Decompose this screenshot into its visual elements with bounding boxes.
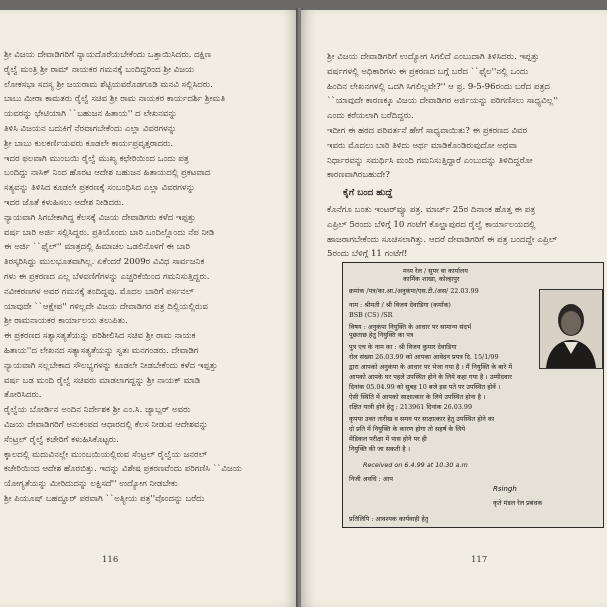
text-line: ಇವರು ಮೊದಲು ಬಾರಿ ತಿಳಿದು ಅರ್ಥ ಮಾಡಿಕೊಂಡಿರುವುದೋ ಅಥವಾ — [327, 140, 518, 151]
memo-line: रोल संख्या 26.03.99 को आपका आवेदन प्रपत्र दि. 15/1/99 — [349, 353, 499, 361]
text-line: ಇದರ ಜೊತೆ ಕಳುಹಿಸಲು ಆದೇಶ ನೀಡಿದರು. — [4, 197, 125, 208]
right-page-number: 117 — [471, 555, 488, 565]
memo-line: नियुक्ति की जा सकती है । — [349, 445, 411, 453]
portrait-photo-icon — [540, 290, 602, 368]
text-line: ಈ ಅರ್ಜಿ ``ಫೈಲ್'' ಮಾತ್ರದಲ್ಲಿ ಹಿಮಾಚಲ ಒಡಲಿನೊಳಗೆ ಈ ಬಾರಿ — [4, 242, 191, 253]
memo-line: दो प्रति में नियुक्ति के कारण होगा तो सहर्ष के लिये — [349, 425, 466, 433]
memo-line: पूछताछ हेतु नियुक्ति का पत्र — [349, 331, 414, 339]
memo-line: आपको आपके घर पहले उपस्थित होने के लिये कहा गया है । उम्मीदवार — [349, 373, 512, 381]
memo-line: विषय : अनुकंपा नियुक्ति के आधार पर सामान्य संदर्भ — [349, 323, 472, 331]
text-line: ರೈಲ್ವೆಯ ಬೋರ್ಡಿನ ಅಂದಿನ ನಿರ್ದೇಶಕ ಶ್ರೀ ಎಂ.ಸಿ. ಜ್ಯಾಬ್ಲರ್ ಅವರು — [4, 405, 191, 416]
scan-top-edge — [0, 0, 607, 10]
text-line: ಯವರನ್ನು ಭೇಟಿಯಾಗಿ ``ಬಹುಜನ ಹಿತಾಯ'' ದ ಲೇಖನವನ್ನು — [4, 109, 178, 120]
text-line: ಹಾಜರಾಗಬೇಕೆಂದು ಸೂಚಿಸಲಾಗಿತ್ತು. ಆದರೆ ದೇವಾಡಿಗರಿಗೆ ಈ ಪತ್ರ ಬಂದದ್ದೇ ಎಪ್ರಿಲ್ — [327, 234, 558, 245]
text-line: ಬಂದಿದ್ದು ನಾಸಿಕ್ ನಿಂದ ಹೊರಟ ಆದೇಶ ಬಹುಜನ ಹಿತಾಯದಲ್ಲಿ ಪ್ರಕಟವಾದ — [4, 168, 211, 179]
text-line: ತಿರಸ್ಕರಿಸಿದ್ದು ಮುಲಭೂತವಾಗಿಲ್ಲ. ಏಕೆಂದರೆ 2009ರ ವಿವಿಧ ಸಾರ್ವಜನಿಕ — [4, 257, 205, 268]
text-line: ಬಾಬು ಮೀರಾ ಕಾಮತರು ರೈಲ್ವೆ ಸಚಿವ ಶ್ರೀ ರಾಮ ನಾಯಕರ ಕಾರ್ಯದರ್ಶಿ ಶ್ರೀಮತಿ — [4, 94, 226, 105]
text-line: ಕಚೇರಿಯಿಂದ ಆದೇಶ ಹೊರಬಿತ್ತು. ಇದನ್ನು ವಿಶೇಷ ಪ್ರಕರಣವೆಂದು ಪರಿಗಣಿಸಿ ``ವಿಜಯ — [4, 464, 242, 475]
portrait-photo — [539, 289, 603, 369]
text-line: ಯಾವುದೇ ``ಆಕ್ಷೇಪ'' ಗಳಿಲ್ಲದೇ ವಿಜಯ ದೇವಾಡಿಗರ ಪತ್ರ ದಿಲ್ಲಿಯಲ್ಲಿರುವ — [4, 301, 208, 312]
text-line: ಈ ಪ್ರಕರಣದ ಸತ್ಯಾಸತ್ಯತೆಯನ್ನು ಪರಿಶೀಲಿಸಿದ ಸಚಿವ ಶ್ರೀ ರಾಮ ನಾಯಕ — [4, 331, 196, 342]
text-line: ವರ್ಷ ಬಡ ಮಂದಿ ರೈಲ್ವೆ ಸಚಿವರು ಮಾಡಲಾಗದ್ದನ್ನು ಶ್ರೀ ನಾಯಕ್ ಮಾಡಿ — [4, 375, 201, 386]
memo-line: क्रमांक /पत्र/का.आ./अनुकंपा/एस.टी./अस/ 22.03.99 — [349, 287, 479, 295]
memo-line: BSB (CS) /SR — [349, 311, 393, 319]
memo-line: द्वारा आपको अनुकंपा के आधार पर भेजा गया है । मैं नियुक्ति के बारे में — [349, 363, 513, 371]
memo-line: मेडिकल परीक्षा में पास होने पर ही — [349, 435, 427, 443]
text-line: ಶ್ರೀ ವಿಜಯ ದೇವಾಡಿಗರಿಗೆ ಉದ್ಯೋಗ ಸಿಗಲಿದೆ ಎಂಬುದಾಗಿ ತಿಳಿಸಿದರು. ಇಪ್ಪತ್ತು — [327, 52, 540, 62]
text-line: ಎಂದು ಕರೆಯಲಾಗಿ ಬರೆದಿದ್ದರು. — [327, 111, 414, 122]
text-line: ಲೋಕಸಭಾ ಸದಸ್ಯ ಶ್ರೀ ಜಯರಾಮ ಶೆಟ್ಟಿಯವರೊಡಗೂಡಿ ಮನವಿ ಸಲ್ಲಿಸಿದರು. — [4, 79, 213, 90]
left-page-number: 116 — [102, 555, 119, 565]
text-line: ಕ್ಕಾಲದಲ್ಲಿ ಮದುವಿನಲ್ಲೇ ಮುಂಬಯಿಯಲ್ಲಿರುವ ಸೆಂಟ್ರಲ್ ರೈಲ್ವೆಯ ಜನರಲ್ — [4, 449, 207, 460]
left-page — [0, 10, 298, 607]
left-page-text — [0, 48, 298, 507]
text-line: ರೈಲ್ವೆ ಮಂತ್ರಿ ಶ್ರೀ ರಾಮ್ ನಾಯಕರ ಗಮನಕ್ಕೆ ಬಂದಿದ್ದರಿಂದ ಶ್ರೀ ವಿಜಯ — [4, 64, 195, 75]
text-line: ಹಿತಾಯ''ದ ಲೇಖನದ ಸತ್ಯಾಸತ್ಯತೆಯನ್ನು ಸ್ವತಃ ಮನಗಂಡರು. ದೇವಾಡಿಗ — [4, 345, 199, 356]
text-line: ಕೊನೆಗೂ ಬಂತು ಇಂಟರ್‌ವ್ಯೂ ಪತ್ರ. ಮಾರ್ಚ್ 25ರ ದಿನಾಂಕ ಹೊತ್ತ ಈ ಪತ್ರ — [327, 204, 536, 215]
text-line: ಹಿಂದಿನ ಲೇಖನಗಳಲ್ಲಿ ಒದಗಿ ಸಿಗಲಿಲ್ಲವೇ?'' ಆ ಪ್ರ. 9-5-96ರಂದು ಬರೆದ ಪತ್ರದ — [327, 81, 550, 92]
text-line: ``ಯಾವುದೇ ಕಾರಣಕ್ಕೂ ವಿಜಯ ದೇವಾಡಿಗರ ಅರ್ಜಿಯನ್ನು ಪರಿಗಣಿಸಲು ಸಾಧ್ಯವಿಲ್ಲ'' — [327, 96, 558, 107]
text-line: ವರ್ಷ ಬಾರಿ ಅರ್ಜಿ ಸಲ್ಲಿಸಿದ್ದರು. ಪ್ರತಿಯೊಂದು ಬಾರಿ ಒಂದಿಲ್ಲೊಂದು ನೆಪ ನೀಡಿ — [4, 227, 215, 238]
text-line: ವರ್ಷಗಳಲ್ಲಿ ಅಧಿಕಾರಿಗಳು ಈ ಪ್ರಕರಣದ ಬಗ್ಗೆ ಬರೆದ ``ಫೈಲ''ನಲ್ಲಿ ಒಂದು — [327, 66, 529, 77]
text-line: ಇದೀಗ ಈ ಹಠದ ಪರಿವರ್ತನೆ ಹೇಗೆ ಸಾಧ್ಯವಾಯಿತು? ಈ ಪ್ರಕರಣದ ವಿವರ — [327, 125, 528, 136]
memo-line: नाम : श्रीमती / श्री विजय देवाडिगा (कमाँक) — [349, 301, 451, 309]
received-note: Received on 6.4.99 at 10.30 a.m — [363, 461, 468, 469]
text-line: ಇದರ ಫಲವಾಗಿ ಮುಂಬಯಿ ರೈಲ್ವೆ ಮುಖ್ಯ ಕಛೇರಿಯಿಂದ ಒಂದು ಪತ್ರ — [4, 153, 189, 164]
memo-line: कार्मिक शाखा, कोल्हापुर — [403, 275, 460, 283]
memo-line: ऐसी स्थिति में आपको साक्षात्कार के लिये उपस्थित होना है । — [349, 393, 486, 401]
text-line: ಶ್ರೀ ವಿಜಯ ದೇವಾಡಿಗರಿಗೆ ನ್ಯಾಯದೊರೆಯಬೇಕೆಂದು ಒತ್ತಾಯಿಸಿದರು. ದಕ್ಷಿಣ — [4, 50, 212, 60]
text-line: ನವೀಕರಣಗಳ ಅವರ ಗಮನಕ್ಕೆ ತಂದಿದ್ದವು. ಮೊದಲ ಬಾರಿಗೆ ಪರ್ಸನಲ್ — [4, 286, 194, 297]
right-page-text — [301, 50, 607, 262]
text-line: ಶ್ರೀ ರಾಮನಾಯಕರ ಕಾರ್ಯಾಲಯ ತಲುಪಿತು. — [4, 316, 128, 327]
memo-line: प्रतिलिपि : आवश्यक कार्यवाही हेतु — [349, 515, 429, 523]
memo-line: पुत्र एच के नाम का : श्री विजय कुमार देवाडिगा — [349, 343, 457, 351]
section-heading: ಕೈಗೆ ಬಂದ ಹುದ್ದೆ — [343, 188, 393, 199]
memo-line: दिनांक 05.04.99 को सुबह 10 बजे इस पते पर उपस्थित होवें । — [349, 383, 501, 391]
text-line: ನಿರ್ಧಾರವನ್ನು ಸಮರ್ಥಿಸಿ ಮಂದಿ ಗಮನಿಸುತ್ತಿದ್ದಾರೆ ಎಂಬುದನ್ನು ತಿಳಿದಿದ್ದರೋ — [327, 155, 533, 166]
interview-letter-scan — [342, 262, 604, 528]
signature: Rsingh — [493, 485, 517, 493]
text-line: ವಿಜಯ ದೇವಾಡಿಗರಿಗೆ ಅನುಕಂಪದ ಆಧಾರದಲ್ಲಿ ಕೆಲಸ ನೀಡುವ ಆದೇಶವನ್ನು — [4, 419, 209, 430]
text-line: ತಿಳಿಸಿ ವಿಜಯನ ಬದುಕಿಗೆ ನೆರವಾಗಬೇಕೆಂದು ಎಲ್ಲಾ ವಿವರಗಳನ್ನು — [4, 123, 177, 134]
text-line: ನ್ಯಾಯವಾಗಿ ಸಲ್ಲಬೇಕಾದ ಸೌಲಭ್ಯಗಳನ್ನು ಕೂಡಲೇ ನೀಡಬೇಕೆಂದು ಕಳೆದ ಇಪ್ಪತ್ತು — [4, 360, 218, 371]
memo-line: रक्षित यात्री होने हेतु : 213961 दिनांक 26.03.99 — [349, 403, 473, 411]
memo-line: निजी अवधि : आप — [349, 475, 394, 483]
memo-line: मध्य रेल / सुपर वा कार्यालय — [403, 267, 468, 275]
text-line: ಶ್ರೀ ಬಾಬು ಕುಲಕರ್ಣಿಯವರು ಕೂಡಲೇ ಕಾರ್ಯಪ್ರವೃತ್ತರಾದರು. — [4, 138, 174, 149]
text-line: ನ್ಯಾಯವಾಗಿ ಸಿಗಬೇಕಾಗಿದ್ದ ಕೆಲಸಕ್ಕೆ ವಿಜಯ ದೇವಾಡಿಗರು ಕಳೆದ ಇಪ್ಪತ್ತು — [4, 212, 196, 223]
text-line: ಯೋಗ್ಯತೆಯನ್ನು ಮೀರಿದುದನ್ನು ಲಕ್ಷಿಸದೆ'' ಉದ್ಯೋಗ ನೀಡಬೇಕು — [4, 479, 178, 490]
officer-title: कृते मंडल रेल प्रबंधक — [493, 499, 543, 507]
memo-line: कृपया उक्त तारीख व समय पर साक्षात्कार हेतु उपस्थित होने का — [349, 415, 495, 423]
text-line: ಕಾರಣವಾಗಿರಬಹುದೇ? — [327, 170, 390, 181]
text-line: ಸೆಂಟ್ರಲ್ ರೈಲ್ವೆ ಕಚೇರಿಗೆ ಕಳುಹಿಸಿಕೊಟ್ಟರು. — [4, 434, 119, 445]
text-line: ಸತ್ಯವನ್ನು ತಿಳಿಸಿದ ಕೂಡಲೇ ಪ್ರಕರಣಕ್ಕೆ ಸಂಬಂಧಿಸಿದ ಎಲ್ಲಾ ವಿವರಗಳನ್ನು — [4, 183, 196, 194]
text-line: ಗಳು ಈ ಪ್ರಕರಣದ ಎಲ್ಲ ಬೆಳವಣಿಗೆಗಳನ್ನು ಎಚ್ಚರಿಕೆಯಿಂದ ಗಮನಿಸುತ್ತಿದ್ದರು. — [4, 271, 210, 282]
text-line: ಶ್ರೀ ಪಿಯೂಷ್ ಬಹದ್ದೂರ್ ಪರವಾಗಿ ``ಅತ್ಯೀಯ ಪತ್ರ''ವೊಂದನ್ನು ಬರೆದು — [4, 493, 205, 504]
text-line: ತೋರಿಸಿದರು. — [4, 390, 42, 401]
text-line: ಎಪ್ರಿಲ್ 5ರಂದು ಬೆಳಿಗ್ಗೆ 10 ಗಂಟೆಗೆ ಕೊಲ್ಹಾಪುರದ ರೈಲ್ವೆ ಕಾರ್ಯಾಲಯದಲ್ಲಿ — [327, 219, 536, 230]
text-line: 5ರಂದು ಬೆಳಿಗ್ಗೆ 11 ಗಂಟೆಗೆ! — [327, 249, 408, 260]
